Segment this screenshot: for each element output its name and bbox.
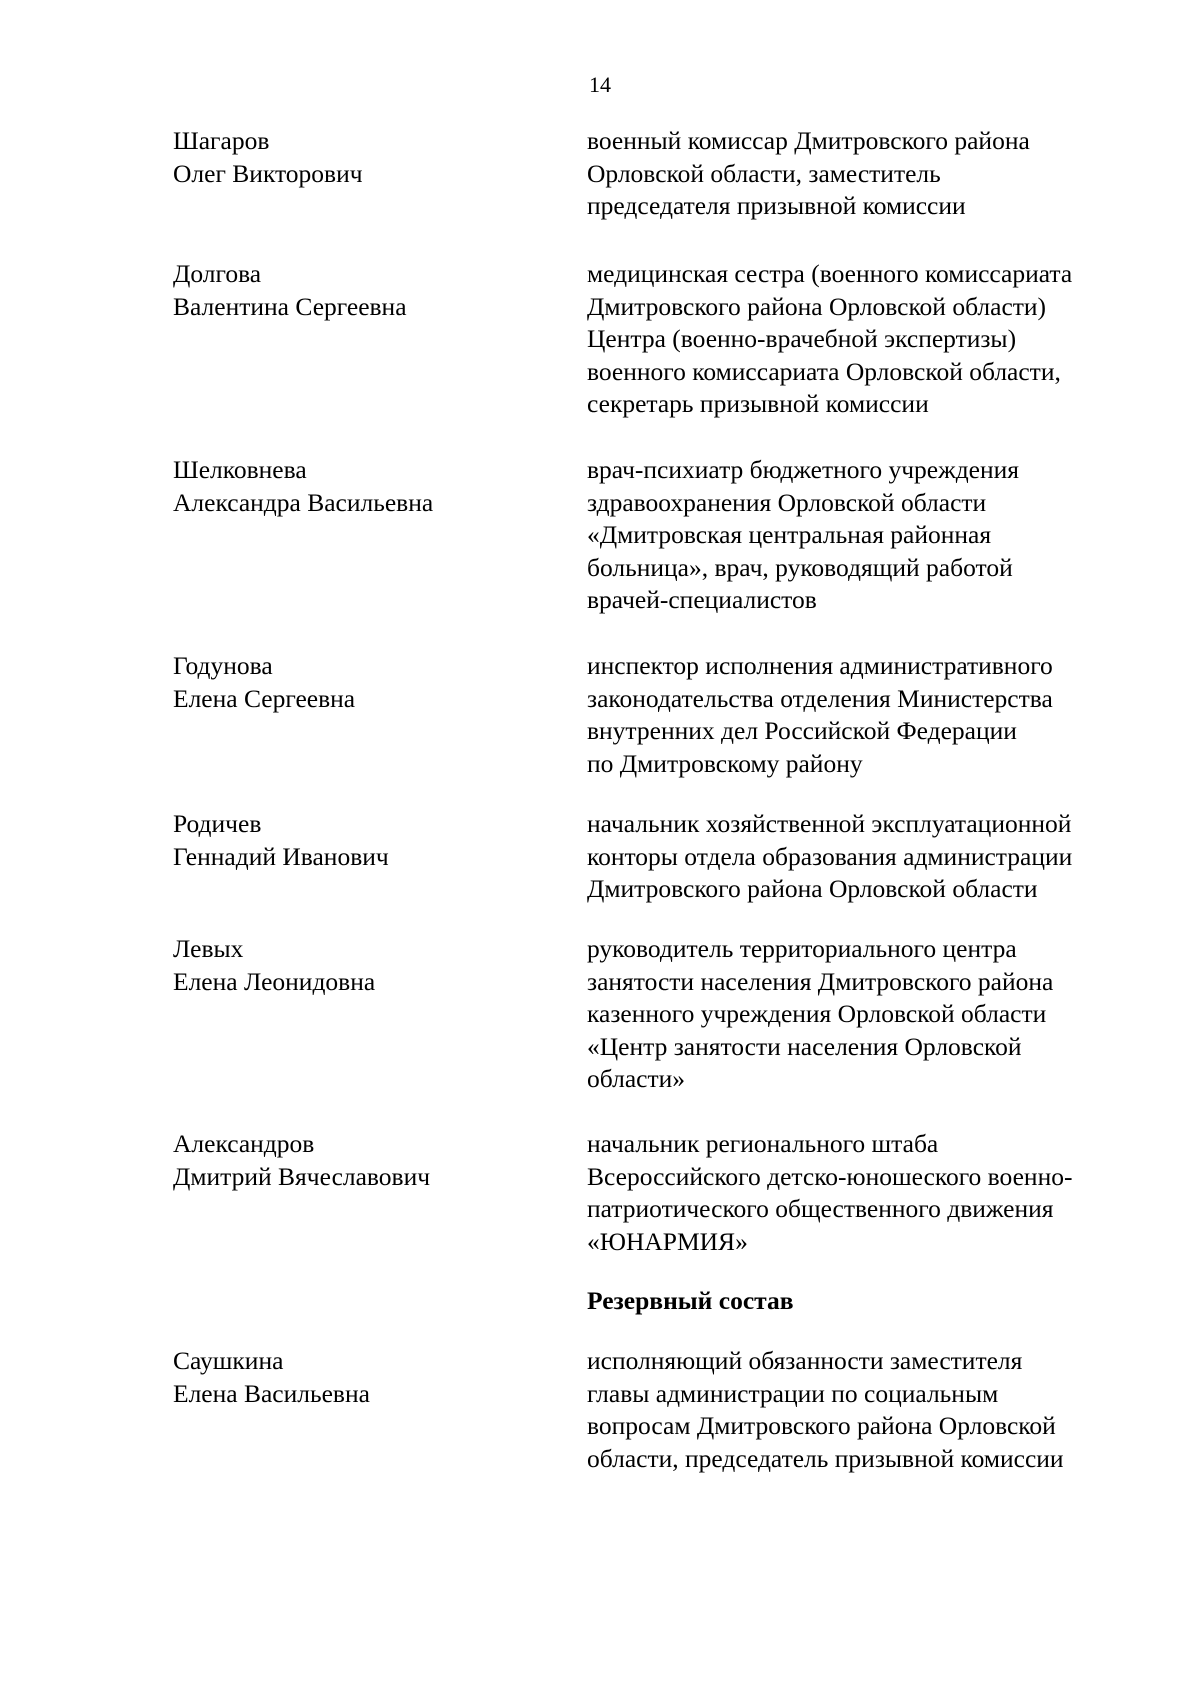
position-line: инспектор исполнения административного [587,651,1053,680]
member-name [173,125,573,190]
member-position [587,454,1147,617]
member-position [587,258,1147,421]
position-line: начальник хозяйственной эксплуатационной [587,809,1072,838]
position-line: Орловской области, заместитель [587,158,941,188]
member-position [587,933,1147,1096]
member-given-name: Елена Леонидовна [173,966,376,996]
member-surname: Родичев [173,809,262,838]
position-line: главы администрации по социальным [587,1378,999,1408]
member-position [587,1345,1147,1475]
position-line: области, председатель призывной комиссии [587,1443,1064,1473]
member-name [173,1345,573,1410]
position-line: области» [587,1064,685,1093]
member-surname: Шелковнева [173,455,307,484]
position-line: патриотического общественного движения [587,1194,1054,1223]
member-given-name: Олег Викторович [173,158,363,188]
position-line: занятости населения Дмитровского района [587,966,1054,996]
member-position [587,808,1147,906]
member-surname: Долгова [173,259,262,288]
position-line: секретарь призывной комиссии [587,389,929,418]
member-given-name: Валентина Сергеевна [173,291,407,321]
member-name [173,650,573,715]
position-line: здравоохранения Орловской области [587,487,987,517]
position-line: конторы отдела образования администрации [587,841,1073,871]
member-given-name: Елена Васильевна [173,1378,370,1408]
position-line: военный комиссар Дмитровского района [587,126,1030,155]
position-line: вопросам Дмитровского района Орловской [587,1411,1056,1440]
position-line: Дмитровского района Орловской области [587,874,1038,903]
member-name [173,454,573,519]
position-line: руководитель территориального центра [587,934,1017,963]
position-line: врачей-специалистов [587,585,817,614]
position-line: начальник регионального штаба [587,1129,939,1158]
member-name [173,808,573,873]
member-given-name: Дмитрий Вячеславович [173,1161,431,1191]
position-line: Всероссийского детско-юношеского военно- [587,1161,1073,1191]
member-given-name: Геннадий Иванович [173,841,389,871]
position-line: казенного учреждения Орловской области [587,999,1047,1028]
member-given-name: Александра Васильевна [173,487,434,517]
position-line: «ЮНАРМИЯ» [587,1226,748,1256]
reserve-section-heading: Резервный состав [587,1286,794,1315]
member-surname: Шагаров [173,126,270,155]
position-line: «Дмитровская центральная районная [587,520,992,549]
position-line: врач-психиатр бюджетного учреждения [587,455,1020,484]
member-surname: Левых [173,934,244,963]
member-surname: Годунова [173,651,273,680]
member-given-name: Елена Сергеевна [173,683,356,713]
position-line: исполняющий обязанности заместителя [587,1346,1023,1375]
position-line: больница», врач, руководящий работой [587,552,1013,582]
position-line: председателя призывной комиссии [587,191,966,220]
position-line: внутренних дел Российской Федерации [587,716,1017,745]
page-number: 14 [589,72,611,97]
member-surname: Саушкина [173,1346,284,1375]
member-name [173,933,573,998]
member-position [587,650,1147,780]
position-line: медицинская сестра (военного комиссариата [587,259,1073,288]
member-surname: Александров [173,1129,315,1158]
position-line: законодательства отделения Министерства [587,683,1053,713]
position-line: по Дмитровскому району [587,748,863,778]
member-name [173,1128,573,1193]
position-line: «Центр занятости населения Орловской [587,1031,1022,1061]
member-position [587,1128,1147,1258]
position-line: военного комиссариата Орловской области, [587,356,1061,386]
member-position [587,125,1147,223]
member-name [173,258,573,323]
position-line: Дмитровского района Орловской области) [587,291,1047,321]
position-line: Центра (военно-врачебной экспертизы) [587,324,1017,353]
